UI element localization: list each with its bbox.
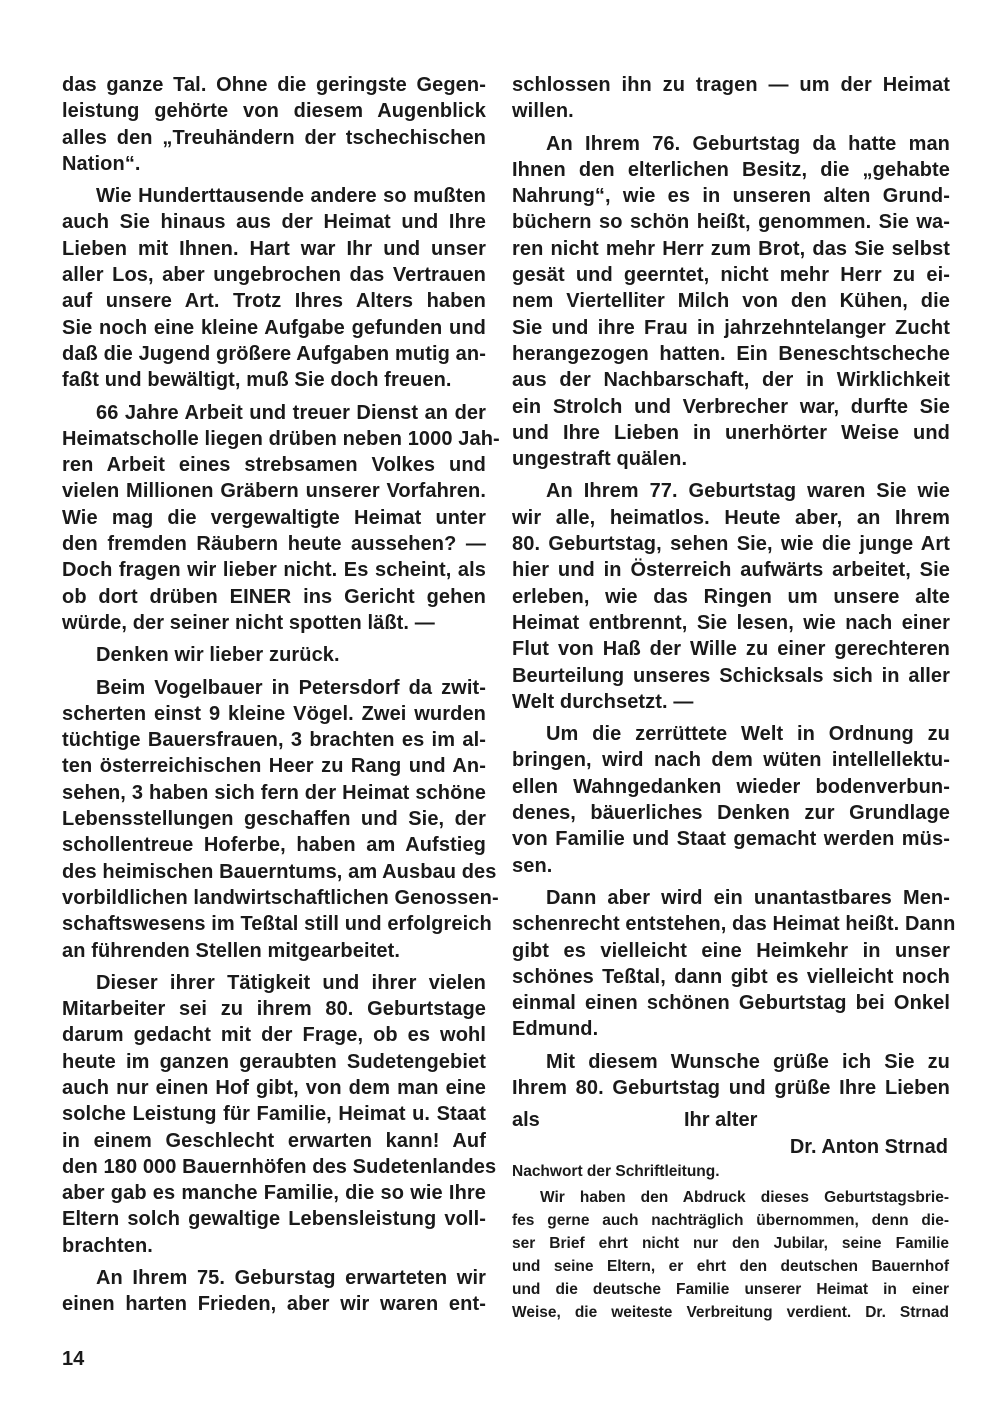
text-line: von Familie und Staat gemacht werden müs- (512, 828, 950, 851)
text-line: erleben, wie das Ringen um unsere alte (512, 585, 950, 608)
text-line: und Ihre Lieben in unerhörter Weise und (512, 421, 950, 444)
text-line: Heimat entbrennt, Sie lesen, wie nach einer (512, 611, 950, 634)
text-line: ren Arbeit eines strebsamen Volkes und (62, 454, 486, 477)
text-line: würde, der seiner nicht spotten läßt. — (62, 611, 435, 634)
text-line: aber gab es manche Familie, die so wie Ihre (62, 1182, 486, 1205)
text-line: ren nicht mehr Herr zum Brot, das Sie selbst (512, 237, 950, 260)
text-line: Beim Vogelbauer in Petersdorf da zwit- (96, 676, 486, 699)
paragraph (512, 1049, 950, 1102)
paragraph (62, 642, 486, 668)
note-line: Weise, die weiteste Verbreitung verdient. Dr. Strnad (512, 1304, 949, 1321)
text-line: Ihrem 80. Geburtstag und grüße Ihre Lieben (512, 1076, 950, 1099)
text-line: vielen Millionen Gräbern unserer Vorfahren. (62, 480, 486, 503)
text-line: Flut von Haß der Wille zu einer gerechteren (512, 638, 950, 661)
paragraph (62, 400, 500, 637)
text-line: gesät und geerntet, nicht mehr Herr zu ei- (512, 264, 950, 287)
paragraph (512, 478, 950, 715)
text-line: Mit diesem Wunsche grüße ich Sie zu (546, 1050, 950, 1073)
text-line: 66 Jahre Arbeit und treuer Dienst an der (96, 401, 486, 424)
note-line: und die deutsche Familie unserer Heimat in einer (512, 1281, 949, 1298)
text-line: Wie Hunderttausende andere so mußten (96, 185, 486, 208)
text-line: schlossen ihn zu tragen — um der Heimat (512, 74, 950, 96)
text-line: einen harten Frieden, aber wir waren ent- (62, 1293, 486, 1316)
text-line: tüchtige Bauersfrauen, 3 brachten es im al- (62, 729, 486, 752)
text-line: nem Viertelliter Milch von den Kühen, die (512, 290, 950, 313)
text-line: in einem Geschlecht erwarten kann! Auf (62, 1129, 486, 1152)
right-column (512, 72, 956, 1160)
paragraph (62, 183, 486, 393)
text-line: brachten. (62, 1234, 153, 1257)
text-line: des heimischen Bauerntums, am Ausbau des (62, 860, 497, 883)
text-line: An Ihrem 75. Geburstag erwarteten wir (96, 1267, 486, 1290)
text-line: auf unsere Art. Trotz Ihres Alters haben (62, 290, 486, 313)
text-line: denes, bäuerliches Denken zur Grundlage (512, 802, 950, 825)
note-line: ser Brief ehrt nicht nur den Jubilar, seine Familie (512, 1235, 949, 1252)
text-line: Wie mag die vergewaltigte Heimat unter (62, 506, 486, 529)
text-line: hier und in Österreich aufwärts arbeitet, Sie (512, 559, 950, 582)
text-line: Ihnen den elterlichen Besitz, die „gehabte (512, 158, 950, 181)
text-line: ten österreichischen Heer zu Rang und An- (62, 755, 486, 778)
text-line: Mitarbeiter sei zu ihrem 80. Geburtstage (62, 998, 486, 1021)
text-line: Dieser ihrer Tätigkeit und ihrer vielen (96, 971, 486, 994)
text-line: auch nur einen Hof gibt, von dem man eine (62, 1076, 486, 1099)
signature: Dr. Anton Strnad (789, 1135, 948, 1158)
text-line: daß die Jugend größere Aufgaben mutig an- (62, 342, 486, 365)
text-line: Dann aber wird ein unantastbares Men- (546, 886, 950, 909)
paragraph (62, 675, 499, 964)
paragraph (62, 970, 497, 1259)
text-line: ob dort drüben EINER ins Gericht gehen (62, 585, 486, 608)
text-line: den fremden Räubern heute aussehen? — (62, 533, 486, 556)
text-line: Lebensstellungen geschaffen und Sie, der (62, 808, 486, 831)
editorial-note (512, 1160, 949, 1324)
text-line: büchern so schön heißt, genommen. Sie wa- (512, 211, 950, 234)
closing-als: als (512, 1109, 540, 1132)
text-line: heute im ganzen geraubten Sudetengebiet (62, 1050, 486, 1073)
text-line: wir alle, heimatlos. Heute aber, an Ihrem (512, 506, 950, 529)
note-heading: Nachwort der Schriftleitung. (512, 1163, 720, 1180)
text-line: Sie und ihre Frau in jahrzehntelanger Zucht (512, 316, 950, 339)
right-paragraphs (512, 72, 956, 1101)
text-line: Sie noch eine kleine Aufgabe gefunden und (62, 316, 486, 339)
text-line: ungestraft quälen. (512, 448, 688, 471)
text-line: sen. (512, 854, 553, 877)
text-line: An Ihrem 76. Geburtstag da hatte man (546, 132, 950, 155)
text-line: an führenden Stellen mitgearbeitet. (62, 939, 401, 962)
note-line: Wir haben den Abdruck dieses Geburtstagsbrie- (540, 1189, 949, 1206)
text-line: gibt es vielleicht eine Heimkehr in unser (512, 939, 950, 962)
text-line: schenrecht entstehen, das Heimat heißt. Dann (512, 913, 956, 936)
text-line: Eltern solch gewaltige Lebensleistung voll- (62, 1208, 486, 1231)
text-line: ein Strolch und Verbrecher war, durfte Sie (512, 395, 950, 418)
text-line: leistung gehörte von diesem Augenblick (62, 100, 486, 123)
text-line: aller Los, aber ungebrochen das Vertrauen (62, 264, 486, 287)
left-column (62, 72, 500, 1324)
text-line: schollentreue Hoferbe, haben am Aufstieg (62, 834, 486, 857)
text-line: den 180 000 Bauernhöfen des Sudetenlandes (62, 1155, 497, 1178)
text-line: schönes Teßtal, dann gibt es vielleicht noch (512, 965, 950, 988)
text-line: ellen Wahngedanken wieder bodenverbun- (512, 775, 950, 798)
text-line: alles den „Treuhändern der tschechischen (62, 126, 486, 149)
paragraph (62, 72, 486, 177)
text-line: solche Leistung für Familie, Heimat u. Staat (62, 1103, 486, 1126)
page-number: 14 (62, 1348, 85, 1370)
paragraph (512, 72, 950, 125)
text-line: Lieben mit Ihnen. Hart war Ihr und unser (62, 237, 486, 260)
paragraph (512, 721, 950, 879)
text-line: bringen, wird nach dem wüten intellellektu- (512, 749, 950, 772)
text-line: Beurteilung unseres Schicksals sich in aller (512, 664, 950, 687)
text-line: Welt durchsetzt. — (512, 690, 694, 713)
text-line: das ganze Tal. Ohne die geringste Gegen- (62, 74, 486, 96)
text-line: Edmund. (512, 1018, 599, 1041)
text-line: Um die zerrüttete Welt in Ordnung zu (546, 723, 950, 746)
text-line: Nahrung“, wie es in unseren alten Grund- (512, 185, 950, 208)
text-line: darum gedacht mit der Frage, ob es wohl (62, 1024, 486, 1047)
paragraph (512, 885, 956, 1043)
closing-ihr-alter: Ihr alter (684, 1109, 758, 1132)
paragraph (62, 1265, 486, 1318)
text-line: Doch fragen wir lieber nicht. Es scheint, als (62, 559, 486, 582)
text-line: faßt und bewältigt, muß Sie doch freuen. (62, 369, 452, 392)
text-line: herangezogen hatten. Ein Beneschtscheche (512, 342, 950, 365)
text-line: auch Sie hinaus aus der Heimat und Ihre (62, 211, 486, 234)
note-line: fes gerne auch nachträglich übernommen, denn die- (512, 1212, 949, 1229)
note-line: und seine Eltern, er ehrt den deutschen Bauernhof (512, 1258, 949, 1275)
text-line: aus der Nachbarschaft, der in Wirklichkeit (512, 369, 950, 392)
text-line: scherten einst 9 kleine Vögel. Zwei wurden (62, 702, 486, 725)
text-line: vorbildlichen landwirtschaftlichen Genossen- (62, 886, 499, 909)
text-line: sehen, 3 haben sich fern der Heimat schöne (62, 781, 486, 804)
text-line: schaftswesens im Teßtal still und erfolgreich (62, 913, 492, 936)
text-line: willen. (512, 100, 574, 123)
text-line: Denken wir lieber zurück. (96, 644, 340, 667)
paragraph (512, 131, 950, 473)
text-line: einmal einen schönen Geburtstag bei Onkel (512, 992, 950, 1015)
text-line: 80. Geburtstag, sehen Sie, wie die junge Art (512, 533, 950, 556)
note-body (512, 1186, 949, 1324)
text-line: Nation“. (62, 152, 141, 175)
text-line: An Ihrem 77. Geburtstag waren Sie wie (546, 480, 950, 503)
text-line: Heimatscholle liegen drüben neben 1000 Jah- (62, 427, 500, 450)
closing-greeting (512, 1107, 950, 1133)
